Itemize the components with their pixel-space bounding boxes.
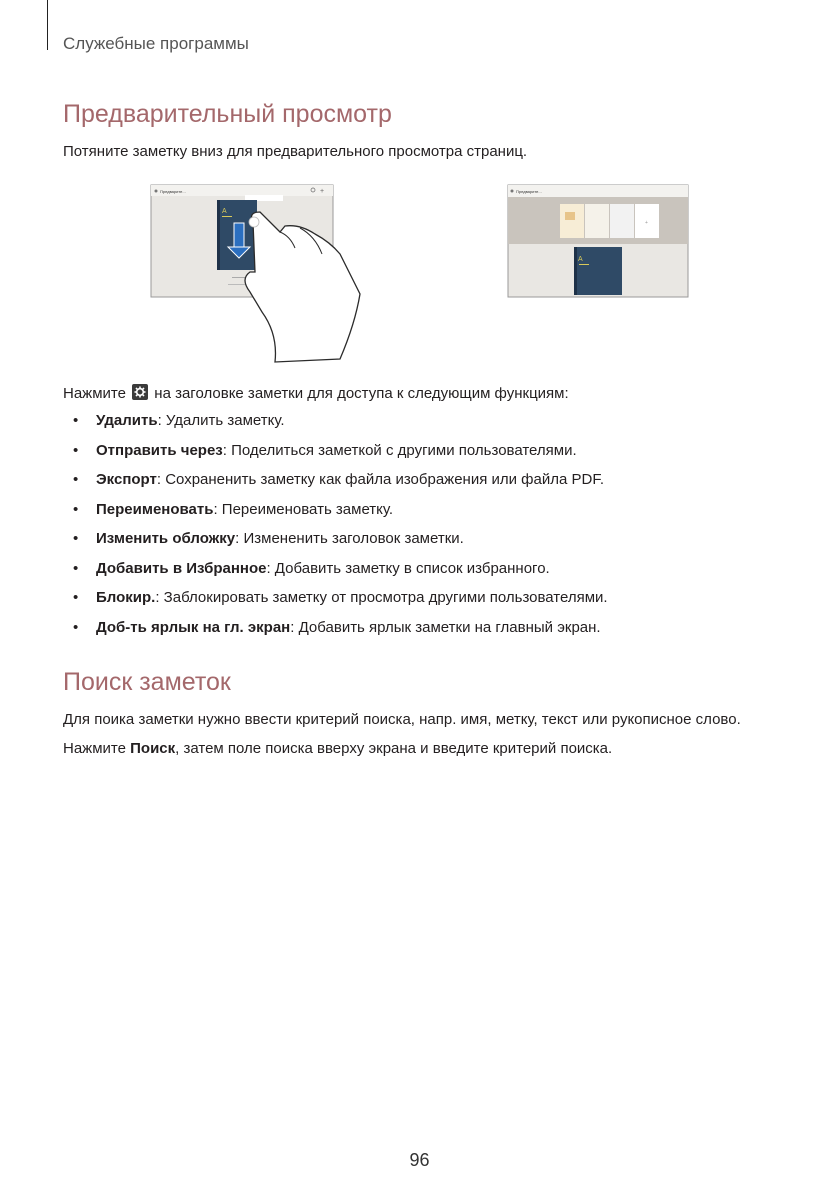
screen2-tab-label: Предварите... [516, 189, 542, 194]
svg-text:A: A [222, 208, 227, 215]
preview-heading: Предварительный просмотр [63, 100, 392, 128]
page-preview-screenshot [507, 184, 689, 298]
list-item: • Удалить: Удалить заметку. [73, 412, 285, 429]
page-number: 96 [409, 1150, 430, 1170]
note-cover-preview [574, 247, 622, 295]
search-line-2: Нажмите Поиск, затем поле поиска вверху экрана и введите критерий поиска. [63, 740, 613, 757]
list-item: • Блокир.: Заблокировать заметку от просмотра другими пользователями. [73, 589, 608, 606]
drag-preview-illustration [150, 184, 370, 364]
screen1-tab-label: Предварите... [160, 189, 186, 194]
list-item: • Отправить через: Поделиться заметкой с другими пользователями. [73, 441, 577, 459]
svg-text:A: A [578, 256, 583, 263]
preview-intro: Потяните заметку вниз для предварительного просмотра страниц. [63, 143, 528, 160]
gear-icon [132, 384, 148, 400]
list-item: • Переименовать: Переименовать заметку. [73, 500, 394, 518]
page-edge-line [47, 0, 48, 50]
list-item: • Доб-ть ярлык на гл. экран: Добавить ярлык заметки на главный экран. [73, 618, 601, 636]
search-heading: Поиск заметок [63, 668, 231, 696]
svg-text:+: + [645, 220, 648, 226]
section-header: Служебные программы [63, 34, 249, 53]
plus-icon: + [320, 188, 325, 195]
list-item: • Изменить обложку: Измененить заголовок заметки. [73, 530, 464, 547]
settings-list [63, 412, 783, 648]
list-item: • Добавить в Избранное: Добавить заметку в список избранного. [73, 559, 550, 577]
list-item: • Экспорт: Сохраненить заметку как файла изображения или файла PDF. [73, 471, 605, 488]
settings-intro: Нажмите на заголовке заметки для доступа к следующим функциям: [63, 385, 569, 402]
search-line-1: Для поика заметки нужно ввести критерий поиска, напр. имя, метку, текст или рукописное слово. [63, 711, 741, 728]
